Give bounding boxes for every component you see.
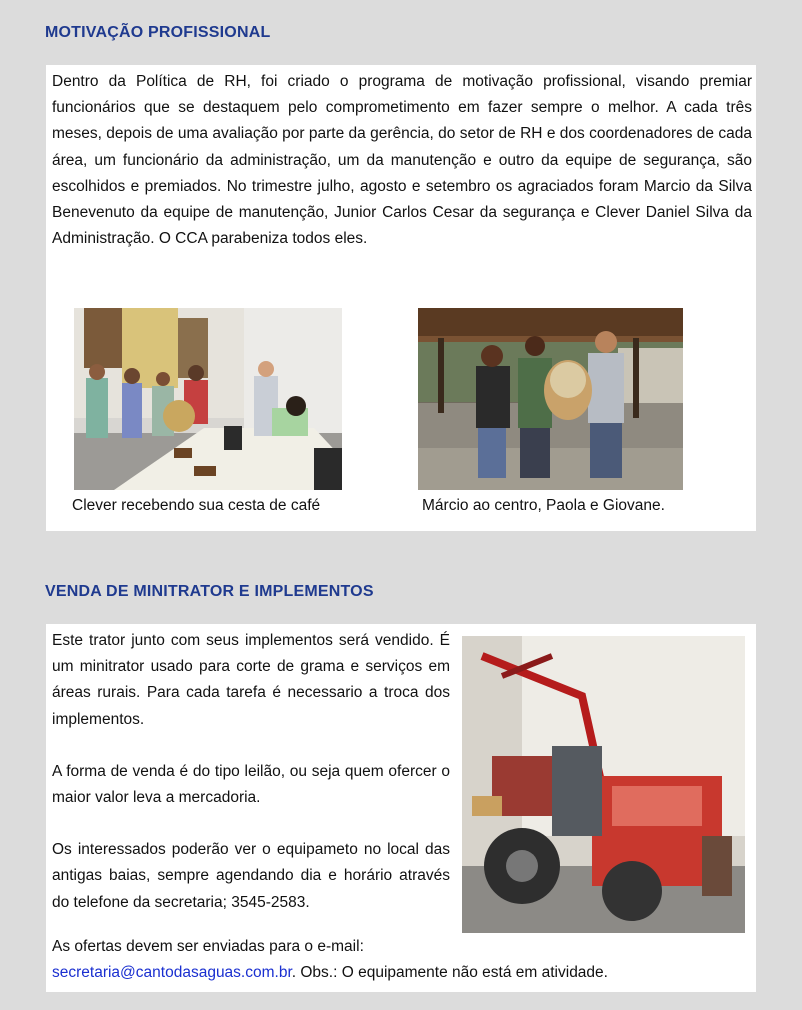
venda-paragraph-1: Este trator junto com seus implementos será vendido. É um minitrator usado para corte de grama e serviços em áreas rurais. Para cada tarefa é necessario a troca dos implementos. bbox=[52, 632, 450, 728]
photo1-caption: Clever recebendo sua cesta de café bbox=[72, 497, 321, 514]
photo-minitrator bbox=[462, 636, 745, 933]
photo2-caption: Márcio ao centro, Paola e Giovane. bbox=[422, 497, 665, 514]
offers-suffix: . Obs.: O equipamente não está em atividade. bbox=[291, 964, 608, 982]
email-link[interactable]: secretaria@cantodasaguas.com.br bbox=[52, 964, 292, 982]
photo-marcio-paola-giovane bbox=[418, 308, 683, 490]
photo-clever-receiving-basket bbox=[74, 308, 342, 490]
motivacao-paragraph: Dentro da Política de RH, foi criado o programa de motivação profissional, visando premiar funcionários que se destaquem pelo comprometimento em fazer sempre o melhor. A cada três meses, depois de uma avaliação por parte da gerência, do setor de RH e dos coordenadores de cada área, um funcionário da administração, um da manutenção e outro da equipe de segurança, são escolhidos e premiados. No trimestre julho, agosto e setembro os agraciados foram Marcio da Silva Benevenuto da equipe de manutenção, Junior Carlos Cesar da segurança e Clever Daniel Silva da Administração. O CCA parabeniza todos eles. bbox=[52, 73, 752, 248]
section-title-venda: VENDA DE MINITRATOR E IMPLEMENTOS bbox=[45, 583, 374, 600]
section-title-motivacao: MOTIVAÇÃO PROFISSIONAL bbox=[45, 24, 271, 41]
venda-panel bbox=[46, 624, 756, 992]
venda-paragraph-4 bbox=[52, 934, 752, 986]
venda-paragraph-3: Os interessados poderão ver o equipameto no local das antigas baias, sempre agendando dia e horário através do telefone da secretaria; 3545-2583. bbox=[52, 841, 450, 911]
offers-prefix: As ofertas devem ser enviadas para o e-mail: bbox=[52, 938, 364, 955]
motivacao-panel bbox=[46, 65, 756, 531]
venda-paragraph-2: A forma de venda é do tipo leilão, ou seja quem ofercer o maior valor leva a mercadoria. bbox=[52, 762, 450, 807]
venda-text-column bbox=[52, 628, 450, 916]
